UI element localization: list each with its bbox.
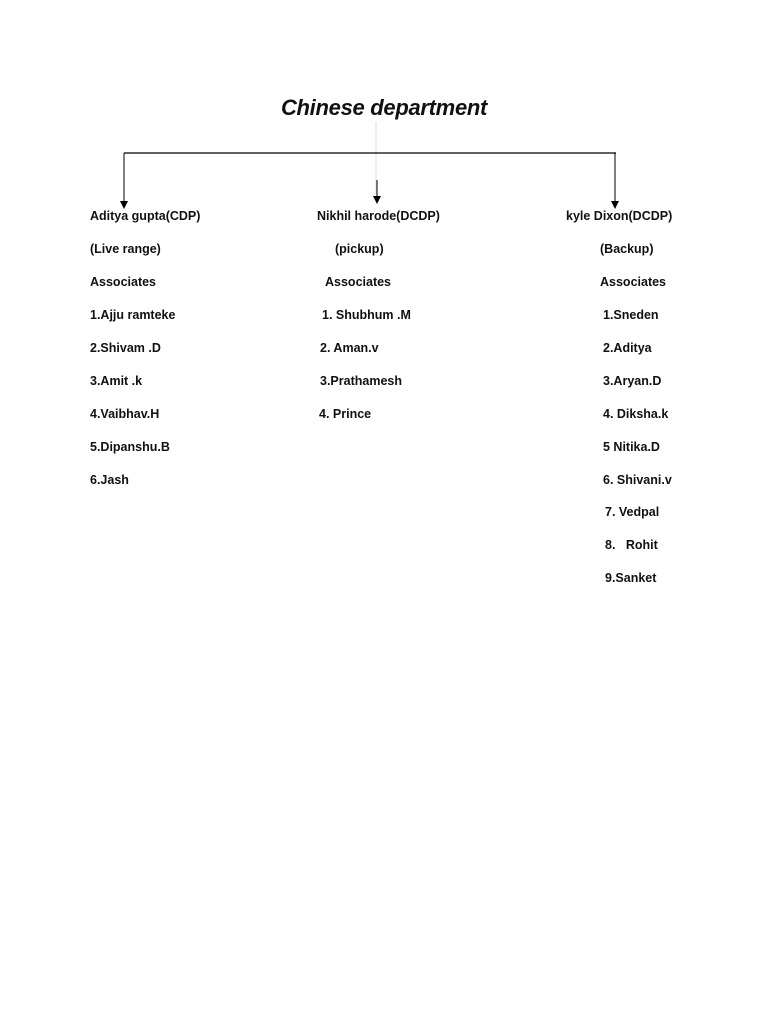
column-3-role: (Backup) (600, 242, 654, 256)
column-3-associate: 8. Rohit (605, 538, 658, 552)
column-1-associate: 2.Shivam .D (90, 341, 161, 355)
column-1-associate: 6.Jash (90, 473, 129, 487)
column-3-associates-label: Associates (600, 275, 667, 289)
column-3-associate: 4. Diksha.k (603, 407, 669, 421)
column-3-head: kyle Dixon(DCDP) (566, 209, 673, 223)
column-3-associate: 7. Vedpal (605, 505, 660, 519)
column-1-associate: 4.Vaibhav.H (90, 407, 160, 421)
column-3-associate: 3.Aryan.D (603, 374, 662, 388)
column-1-head: Aditya gupta(CDP) (90, 209, 201, 223)
column-3-associate: 9.Sanket (605, 571, 657, 585)
column-2-associate: 3.Prathamesh (320, 374, 402, 388)
column-3-associate: 5 Nitika.D (603, 440, 660, 454)
column-2-associates-label: Associates (325, 275, 392, 289)
column-1-role: (Live range) (90, 242, 161, 256)
column-1-associate: 3.Amit .k (90, 374, 143, 388)
column-3-associate: 2.Aditya (603, 341, 652, 355)
column-1-associates-label: Associates (90, 275, 157, 289)
column-1-associate: 1.Ajju ramteke (90, 308, 176, 322)
column-2-head: Nikhil harode(DCDP) (317, 209, 440, 223)
center-arrowhead (373, 196, 381, 204)
column-3-associate: 6. Shivani.v (603, 473, 672, 487)
column-2-associate: 2. Aman.v (320, 341, 379, 355)
column-2-associate: 1. Shubhum .M (322, 308, 411, 322)
column-2-role: (pickup) (335, 242, 384, 256)
column-1-associate: 5.Dipanshu.B (90, 440, 170, 454)
column-3-associate: 1.Sneden (603, 308, 659, 322)
column-2-associate: 4. Prince (319, 407, 372, 421)
page-title: Chinese department (280, 95, 488, 120)
